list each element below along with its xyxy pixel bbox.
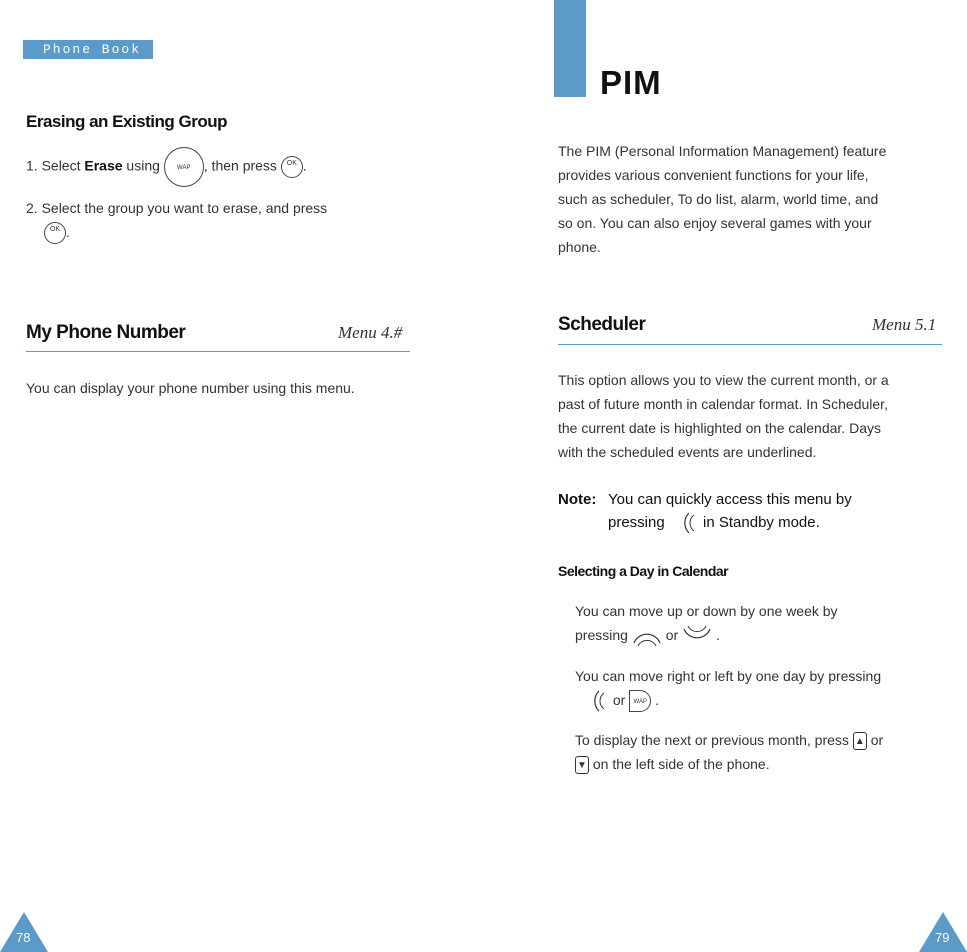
section-tab: Phone Book xyxy=(23,40,153,59)
ok-key-icon: OK xyxy=(281,156,303,178)
para3-post: on the left side of the phone. xyxy=(592,756,770,772)
pim-accent-bar xyxy=(554,0,586,97)
select-day-para-2 xyxy=(575,664,955,712)
para2-or: or xyxy=(612,692,630,708)
page-number-left: 78 xyxy=(16,930,31,945)
pim-title: PIM xyxy=(600,64,662,101)
erase-step-2 xyxy=(26,196,406,244)
volume-up-key-icon: ▲ xyxy=(853,732,867,750)
note-text xyxy=(608,488,948,534)
section-divider xyxy=(26,351,410,352)
scheduler-text xyxy=(558,368,958,464)
erase-group-heading: Erasing an Existing Group xyxy=(26,112,227,131)
para2-end: . xyxy=(655,692,660,708)
para3-or: or xyxy=(866,732,884,748)
para1-end: . xyxy=(715,627,720,643)
ok-key-icon: OK xyxy=(44,222,66,244)
page-number-right: 79 xyxy=(935,930,950,945)
pim-intro-line: phone. xyxy=(558,239,601,255)
nav-key-icon: WAP xyxy=(164,147,204,187)
para1-pre: pressing xyxy=(575,627,632,643)
pim-intro-line: such as scheduler, To do list, alarm, world time, and xyxy=(558,191,879,207)
para1-or: or xyxy=(665,627,683,643)
scheduler-text-line: with the scheduled events are underlined. xyxy=(558,444,817,460)
my-phone-menu-ref: Menu 4.# xyxy=(338,323,403,342)
note-label: Note: xyxy=(558,491,597,508)
volume-down-key-icon: ▼ xyxy=(575,756,589,774)
select-day-para-1 xyxy=(575,599,955,647)
pim-intro-line: provides various convenient functions for your life, xyxy=(558,167,869,183)
left-nav-key-icon xyxy=(579,690,609,712)
note-line: You can quickly access this menu by xyxy=(608,491,852,508)
step1-end: . xyxy=(302,157,307,174)
scheduler-heading: Scheduler xyxy=(558,314,646,335)
step1-prefix: 1. Select xyxy=(26,157,85,174)
select-day-para-3 xyxy=(575,728,955,776)
erase-step-1 xyxy=(26,147,307,187)
up-nav-key-icon xyxy=(632,625,662,647)
my-phone-number-text: You can display your phone number using this menu. xyxy=(26,380,355,396)
scheduler-menu-ref: Menu 5.1 xyxy=(872,315,937,334)
wap-right-key-icon: WAP xyxy=(629,690,651,712)
para2-line: You can move right or left by one day by pressing xyxy=(575,668,882,684)
my-phone-number-heading: My Phone Number xyxy=(26,322,186,343)
step1-mid: using xyxy=(122,157,164,174)
note-line-post: in Standby mode. xyxy=(703,514,820,531)
section-divider xyxy=(558,344,942,345)
step2-end: . xyxy=(66,224,70,240)
left-nav-key-icon xyxy=(669,512,699,534)
step2-text: 2. Select the group you want to erase, and press xyxy=(26,200,328,216)
pim-intro-line: so on. You can also enjoy several games with your xyxy=(558,215,872,231)
note-line-pre: pressing xyxy=(608,514,669,531)
para3-pre: To display the next or previous month, press xyxy=(575,732,853,748)
down-nav-key-icon xyxy=(682,625,712,647)
step1-after: , then press xyxy=(203,157,281,174)
selecting-day-heading: Selecting a Day in Calendar xyxy=(558,563,729,579)
erase-option: Erase xyxy=(84,157,123,174)
scheduler-text-line: the current date is highlighted on the calendar. Days xyxy=(558,420,881,436)
pim-intro-line: The PIM (Personal Information Management) feature xyxy=(558,143,887,159)
scheduler-text-line: past of future month in calendar format. In Scheduler, xyxy=(558,396,888,412)
pim-intro xyxy=(558,139,958,259)
para1-line: You can move up or down by one week by xyxy=(575,603,838,619)
scheduler-text-line: This option allows you to view the current month, or a xyxy=(558,372,889,388)
